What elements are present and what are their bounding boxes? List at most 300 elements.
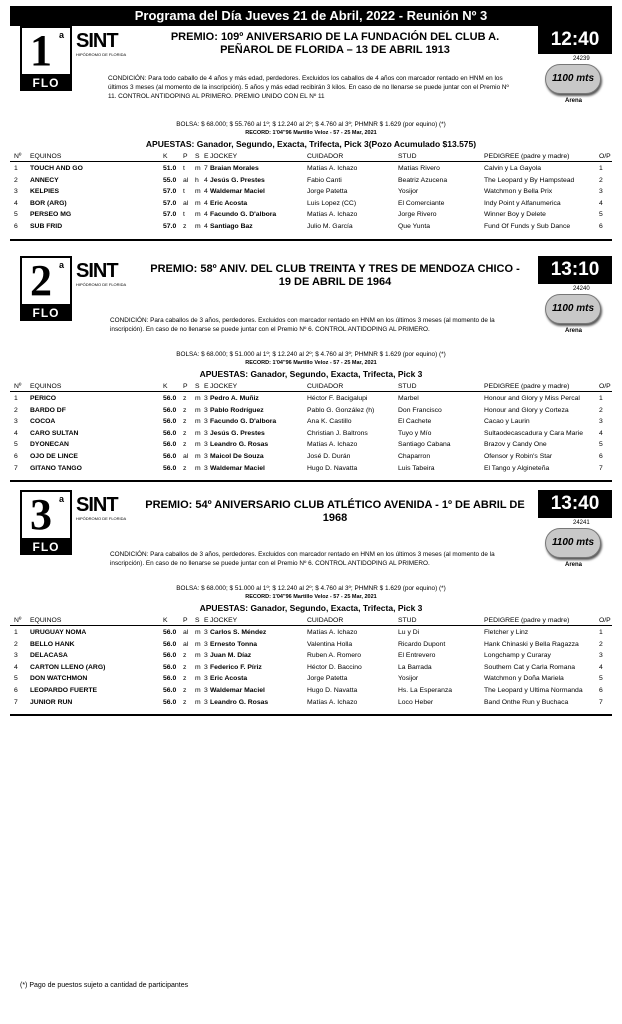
stud-name: Que Yunta (398, 223, 430, 230)
column-header-op: O/P (599, 383, 611, 390)
column-header-stud: STUD (398, 153, 417, 160)
post-time: 13:40 (538, 490, 612, 518)
age: 3 (204, 640, 208, 648)
entry-number: 7 (14, 698, 18, 706)
column-header-s: S (195, 153, 200, 160)
horse-name: LEOPARDO FUERTE (30, 687, 98, 694)
column-header-k: K (163, 617, 168, 624)
sex-code: m (195, 698, 201, 706)
entry-number: 1 (14, 629, 18, 636)
entry-row (10, 664, 612, 675)
entry-number: 1 (14, 165, 18, 172)
race-number: 3 (30, 490, 52, 539)
horse-name: SUB FRID (30, 223, 63, 230)
weight: 56.0 (163, 663, 177, 671)
jockey-name: Carlos S. Méndez (210, 629, 267, 636)
entry-number: 3 (14, 652, 18, 660)
trainer-name: Jorge Patetta (307, 188, 348, 196)
age: 7 (204, 165, 208, 172)
sex-code: m (195, 687, 201, 694)
horse-name: KELPIES (30, 188, 60, 196)
track-surface: Arena (565, 328, 583, 334)
column-header-pedigree: PEDIGREE (padre y madre) (484, 153, 570, 160)
weight: 55.0 (163, 176, 177, 184)
sex-code: m (195, 453, 201, 460)
jockey-name: Facundo G. D'albora (210, 418, 277, 426)
entries-table-header (10, 382, 612, 392)
age: 4 (204, 176, 208, 184)
trainer-name: Hugo D. Navatta (307, 464, 358, 472)
entry-row (10, 200, 612, 211)
entry-row (10, 453, 612, 464)
sex-code: m (195, 464, 201, 472)
race-section (10, 490, 612, 715)
weight: 56.0 (163, 675, 177, 683)
trainer-name: Jorge Patetta (307, 675, 348, 683)
post-position: 3 (599, 188, 603, 196)
horse-name: URUGUAY NOMA (30, 629, 87, 636)
p-code: z (183, 652, 187, 660)
stud-name: Yosijor (398, 675, 419, 683)
entry-row (10, 699, 612, 710)
race-title: PREMIO: 109º ANIVERSARIO DE LA FUNDACIÓN DEL CLUB A. PEÑAROL DE FLORIDA – 13 DE ABRIL 1913 (170, 31, 500, 56)
logo-subtitle: HIPÓDROMO DE FLORIDA (76, 516, 127, 521)
entry-row (10, 177, 612, 188)
trainer-name: Ana K. Castillo (307, 418, 352, 426)
logo-mark: SINT (76, 30, 118, 52)
entry-number: 2 (14, 640, 18, 648)
trainer-name: Matías A. Ichazo (307, 698, 358, 706)
trainer-name: José D. Durán (307, 453, 351, 460)
pedigree: Honour and Glory y Miss Percal (484, 395, 580, 402)
bet-types: APUESTAS: Ganador, Segundo, Exacta, Trifecta, Pick 3 (199, 369, 423, 379)
trainer-name: Héctor D. Baccino (307, 663, 362, 671)
footnote: (*) Pago de puestos sujeto a cantidad de participantes (20, 982, 189, 989)
age: 3 (204, 652, 208, 660)
entry-row (10, 430, 612, 441)
weight: 57.0 (163, 223, 177, 230)
weight: 57.0 (163, 188, 177, 196)
age: 3 (204, 441, 208, 449)
pedigree: Cacao y Laurin (484, 418, 530, 426)
post-time: 13:10 (538, 256, 612, 284)
jockey-name: Waldemar Maciel (210, 464, 265, 472)
age: 4 (204, 188, 208, 196)
pedigree: Watchmon y Bella Prix (484, 188, 553, 196)
column-header-k: K (163, 153, 168, 160)
p-code: al (183, 199, 189, 207)
race-section (10, 26, 612, 251)
weight: 56.0 (163, 453, 177, 460)
p-code: z (183, 464, 187, 472)
sex-code: m (195, 629, 201, 636)
age: 3 (204, 429, 208, 437)
stud-name: Lu y Di (398, 629, 420, 636)
sex-code: m (195, 640, 201, 648)
age: 3 (204, 687, 208, 694)
entry-row (10, 652, 612, 663)
entry-number: 2 (14, 406, 18, 414)
distance-badge: 1100 mts (545, 64, 601, 94)
pedigree: Band Onthe Run y Buchaca (484, 698, 569, 706)
entry-row (10, 465, 612, 476)
page-header: Programa del Día Jueves 21 de Abril, 2022 - Reunión Nº 3 (10, 6, 612, 26)
p-code: t (183, 188, 185, 196)
entry-number: 5 (14, 675, 18, 683)
race-divider (10, 480, 612, 482)
post-position: 2 (599, 640, 603, 648)
stud-name: Beatriz Azucena (398, 176, 448, 184)
trainer-name: Hugo D. Navatta (307, 687, 358, 694)
trainer-name: Luis Lopez (CC) (307, 199, 357, 207)
trainer-name: Valentina Holla (307, 640, 353, 648)
sex-code: m (195, 188, 201, 196)
race-divider (10, 714, 612, 716)
logo-mark: SINT (76, 494, 118, 516)
entry-number: 6 (14, 453, 18, 460)
horse-name: BELLO HANK (30, 640, 75, 648)
weight: 57.0 (163, 211, 177, 219)
entry-row (10, 188, 612, 199)
post-position: 1 (599, 629, 603, 636)
post-position: 3 (599, 652, 603, 660)
post-position: 2 (599, 406, 603, 414)
track-record: RECORD: 1'04"96 Martillo Veloz - 57 - 25 Mar, 2021 (245, 360, 377, 366)
column-header-p: P (183, 383, 188, 390)
p-code: t (183, 165, 185, 172)
race-section (10, 256, 612, 481)
weight: 56.0 (163, 464, 177, 472)
race-divider (10, 239, 612, 241)
pedigree: Brazov y Candy One (484, 441, 547, 449)
trainer-name: Matías A. Ichazo (307, 441, 358, 449)
age: 3 (204, 395, 208, 402)
entry-row (10, 418, 612, 429)
race-conditions: CONDICIÓN: Para caballos de 3 años, perdedores. Excluidos con marcador rentado en HNM en los últimos 3 meses (al momento de la inscripción). En caso de no llenarse se puede juntar con el Premio Nº 6. CONTROL ANTIDOPING AL PRIMERO. (110, 317, 495, 333)
sex-code: m (195, 429, 201, 437)
trainer-name: Matías A. Ichazo (307, 165, 358, 172)
column-header-p: P (183, 153, 188, 160)
jockey-name: Jesús G. Prestes (210, 429, 265, 437)
trainer-name: Matías A. Ichazo (307, 211, 358, 219)
pedigree: El Tango y Algineteña (484, 464, 550, 472)
distance-badge: 1100 mts (545, 528, 601, 558)
track-surface: Arena (565, 98, 583, 104)
p-code: z (183, 429, 187, 437)
column-header-e: E (204, 383, 209, 390)
age: 4 (204, 223, 208, 230)
stud-name: Ricardo Dupont (398, 640, 446, 648)
post-position: 4 (599, 199, 603, 207)
age: 3 (204, 629, 208, 636)
trainer-name: Christian J. Baltrons (307, 429, 368, 437)
sex-code: m (195, 441, 201, 449)
horse-name: PERICO (30, 395, 57, 402)
pedigree: Fletcher y Linz (484, 629, 529, 636)
horse-name: BARDO DF (30, 406, 66, 414)
age: 4 (204, 211, 208, 219)
column-header-op: O/P (599, 617, 611, 624)
entry-number: 4 (14, 429, 18, 437)
stud-name: Luis Tabeira (398, 464, 435, 472)
entry-row (10, 675, 612, 686)
entry-number: 5 (14, 441, 18, 449)
post-position: 2 (599, 176, 603, 184)
race-title: PREMIO: 58º ANIV. DEL CLUB TREINTA Y TRES DE MENDOZA CHICO - 19 DE ABRIL DE 1964 (150, 263, 520, 288)
post-position: 1 (599, 165, 603, 172)
jockey-name: Waldemar Maciel (210, 188, 265, 196)
pedigree: Watchmon y Doña Mariela (484, 675, 564, 683)
race-code: 24239 (573, 56, 590, 62)
horse-name: BOR (ARG) (30, 199, 67, 207)
entry-row (10, 687, 612, 698)
p-code: z (183, 687, 187, 694)
weight: 56.0 (163, 629, 177, 636)
stud-name: Marbel (398, 395, 419, 402)
sex-code: m (195, 406, 201, 414)
horse-name: DON WATCHMON (30, 675, 88, 683)
entry-number: 3 (14, 188, 18, 196)
pedigree: Southern Cat y Carla Romana (484, 663, 576, 671)
age: 3 (204, 418, 208, 426)
sex-code: m (195, 395, 201, 402)
column-header-cuidador: CUIDADOR (307, 153, 344, 160)
age: 3 (204, 453, 208, 460)
track-record: RECORD: 1'04"96 Martillo Veloz - 57 - 25 Mar, 2021 (245, 594, 377, 600)
stud-name: El Cachete (398, 418, 432, 426)
stud-name: La Barrada (398, 663, 432, 671)
jockey-name: Juan M. Díaz (210, 652, 252, 660)
pedigree: Calvin y La Gayola (484, 165, 542, 172)
purse-info: BOLSA: $ 68.000; $ 51.000 al 1º; $ 12.240 al 2º; $ 4.760 al 3º; PHMNR $ 1.629 (por equino) (*) (176, 351, 446, 358)
stud-name: El Entrevero (398, 652, 436, 660)
pedigree: Honour and Glory y Corteza (484, 406, 569, 414)
stud-name: Chaparron (398, 453, 431, 460)
sex-code: m (195, 199, 201, 207)
post-position: 6 (599, 453, 603, 460)
post-time: 12:40 (538, 26, 612, 54)
stud-name: Yosijor (398, 188, 419, 196)
p-code: al (183, 629, 189, 636)
column-header-jockey: JOCKEY (210, 153, 238, 160)
weight: 56.0 (163, 652, 177, 660)
weight: 56.0 (163, 429, 177, 437)
pedigree: The Leopard y Ultima Normanda (484, 687, 583, 694)
post-position: 5 (599, 441, 603, 449)
jockey-name: Maicol De Souza (210, 453, 264, 460)
race-title: PREMIO: 54º ANIVERSARIO CLUB ATLÉTICO AVENIDA - 1º DE ABRIL DE 1968 (145, 499, 525, 524)
jockey-name: Santiago Baz (210, 223, 253, 230)
purse-info: BOLSA: $ 68.000; $ 51.000 al 1º; $ 12.240 al 2º; $ 4.760 al 3º; PHMNR $ 1.629 (por equino) (*) (176, 585, 446, 592)
stud-name: Matías Rivero (398, 165, 440, 172)
age: 3 (204, 698, 208, 706)
p-code: z (183, 395, 187, 402)
logo-subtitle: HIPÓDROMO DE FLORIDA (76, 52, 127, 57)
jockey-name: Jesús G. Prestes (210, 176, 265, 184)
entries-table-header (10, 616, 612, 626)
column-header-equinos: EQUINOS (30, 617, 62, 624)
stud-name: Santiago Cabana (398, 441, 451, 449)
sex-code: m (195, 418, 201, 426)
entry-row (10, 165, 612, 176)
entry-row (10, 441, 612, 452)
column-header-op: O/P (599, 153, 611, 160)
race-number-superscript: a (59, 260, 65, 270)
post-position: 5 (599, 675, 603, 683)
stud-name: El Comerciante (398, 199, 445, 207)
column-header-jockey: JOCKEY (210, 617, 238, 624)
weight: 56.0 (163, 687, 177, 694)
weight: 56.0 (163, 395, 177, 402)
age: 4 (204, 199, 208, 207)
weight: 56.0 (163, 640, 177, 648)
column-header-e: E (204, 153, 209, 160)
p-code: z (183, 675, 187, 683)
horse-name: PERSEO MG (30, 211, 72, 219)
horse-name: ANNECY (30, 176, 59, 184)
p-code: z (183, 698, 187, 706)
column-header-cuidador: CUIDADOR (307, 383, 344, 390)
race-code: 24241 (573, 520, 590, 526)
race-number: 1 (30, 26, 52, 75)
jockey-name: Eric Acosta (210, 199, 248, 207)
column-header-e: E (204, 617, 209, 624)
jockey-name: Ernesto Tonna (210, 640, 258, 648)
race-number-box (20, 26, 72, 76)
entry-number: 2 (14, 176, 18, 184)
logo-subtitle: HIPÓDROMO DE FLORIDA (76, 282, 127, 287)
bet-types: APUESTAS: Ganador, Segundo, Exacta, Trifecta, Pick 3 (199, 603, 423, 613)
entry-row (10, 629, 612, 640)
horse-name: CARTON LLENO (ARG) (30, 663, 106, 671)
column-header-k: K (163, 383, 168, 390)
horse-name: GITANO TANGO (30, 464, 82, 472)
logo-mark: SINT (76, 260, 118, 282)
pedigree: Hank Chinaski y Bella Ragazza (484, 640, 579, 648)
sint-logo (76, 494, 132, 528)
post-position: 5 (599, 211, 603, 219)
stud-name: Jorge Rivero (398, 211, 437, 219)
sint-logo (76, 260, 132, 294)
column-header-equinos: EQUINOS (30, 153, 62, 160)
weight: 57.0 (163, 199, 177, 207)
age: 3 (204, 464, 208, 472)
entry-number: 1 (14, 395, 18, 402)
entry-number: 3 (14, 418, 18, 426)
column-header-num: Nº (14, 153, 22, 160)
column-header-p: P (183, 617, 188, 624)
pedigree: Sultaodecascadura y Cara Marie (484, 429, 583, 437)
column-header-s: S (195, 383, 200, 390)
trainer-name: Héctor F. Bacigalupi (307, 395, 368, 402)
weight: 51.0 (163, 165, 177, 172)
horse-name: CARO SULTAN (30, 429, 79, 437)
age: 3 (204, 663, 208, 671)
post-position: 1 (599, 395, 603, 402)
flo-label: FLO (20, 75, 72, 91)
column-header-stud: STUD (398, 383, 417, 390)
flo-label: FLO (20, 539, 72, 555)
sex-code: m (195, 652, 201, 660)
entry-number: 6 (14, 223, 18, 230)
column-header-cuidador: CUIDADOR (307, 617, 344, 624)
jockey-name: Eric Acosta (210, 675, 248, 683)
post-position: 4 (599, 663, 603, 671)
pedigree: Winner Boy y Delete (484, 211, 546, 219)
sex-code: m (195, 675, 201, 683)
jockey-name: Federico F. Píriz (210, 663, 262, 671)
post-position: 6 (599, 687, 603, 694)
jockey-name: Braian Morales (210, 165, 259, 172)
post-position: 3 (599, 418, 603, 426)
entry-number: 4 (14, 663, 18, 671)
p-code: z (183, 418, 187, 426)
p-code: t (183, 211, 185, 219)
sex-code: m (195, 223, 201, 230)
entry-row (10, 211, 612, 222)
weight: 56.0 (163, 698, 177, 706)
race-number-superscript: a (59, 30, 65, 40)
horse-name: DELACASA (30, 652, 68, 660)
race-number-box (20, 490, 72, 540)
pedigree: The Leopard y By Hampstead (484, 176, 575, 184)
age: 3 (204, 406, 208, 414)
weight: 56.0 (163, 418, 177, 426)
horse-name: COCOA (30, 418, 56, 426)
entry-number: 6 (14, 687, 18, 694)
age: 3 (204, 675, 208, 683)
bet-types: APUESTAS: Ganador, Segundo, Exacta, Trifecta, Pick 3(Pozo Acumulado $13.575) (145, 139, 477, 149)
race-conditions: CONDICIÓN: Para caballos de 3 años, perdedores. Excluidos con marcador rentado en HNM en los últimos 3 meses (al momento de la inscripción). En caso de no llenarse se puede juntar con el Premio Nº 6. CONTROL ANTIDOPING AL PRIMERO. (110, 551, 495, 567)
jockey-name: Leandro G. Rosas (210, 441, 269, 449)
trainer-name: Julio M. García (307, 223, 353, 230)
pedigree: Ofensor y Robin's Star (484, 453, 553, 460)
p-code: z (183, 406, 187, 414)
horse-name: JUNIOR RUN (30, 698, 73, 706)
column-header-jockey: JOCKEY (210, 383, 238, 390)
horse-name: DYONECAN (30, 441, 69, 449)
post-position: 7 (599, 698, 603, 706)
purse-info: BOLSA: $ 68.000; $ 55.760 al 1º; $ 12.240 al 2º; $ 4.760 al 3º; PHMNR $ 1.629 (por equino) (*) (176, 121, 446, 128)
column-header-num: Nº (14, 617, 22, 624)
race-conditions: CONDICIÓN: Para todo caballo de 4 años y más edad, perdedores. Excluidos los caballos de 4 años con marcador rentado en HNM en los últimos 3 meses (al momento de la inscripción). 5 años y más edad recibirán 3 kilos. En caso de no llenarse se puede juntar con el Premio Nº 11. CONTROL ANTIDOPING AL PRIMERO. PREMIO UNIDO CON EL Nº 11 (108, 75, 509, 100)
track-record: RECORD: 1'04"96 Martillo Veloz - 57 - 25 Mar, 2021 (245, 130, 377, 136)
pedigree: Longchamp y Curaray (484, 652, 551, 660)
p-code: al (183, 176, 189, 184)
sex-code: m (195, 211, 201, 219)
sex-code: m (195, 663, 201, 671)
entry-row (10, 407, 612, 418)
p-code: z (183, 663, 187, 671)
stud-name: Loco Heber (398, 698, 434, 706)
horse-name: TOUCH AND GO (30, 165, 83, 172)
entry-row (10, 223, 612, 234)
stud-name: Don Francisco (398, 406, 442, 414)
post-position: 4 (599, 429, 603, 437)
sex-code: m (195, 165, 201, 172)
jockey-name: Pablo Rodríguez (210, 406, 264, 414)
entries-table-header (10, 152, 612, 162)
race-number: 2 (30, 256, 52, 305)
jockey-name: Facundo G. D'albora (210, 211, 277, 219)
post-position: 7 (599, 464, 603, 472)
column-header-pedigree: PEDIGREE (padre y madre) (484, 383, 570, 390)
race-code: 24240 (573, 286, 590, 292)
sex-code: h (195, 176, 199, 184)
race-number-box (20, 256, 72, 306)
pedigree: Fund Of Funds y Sub Dance (484, 223, 571, 230)
flo-label: FLO (20, 305, 72, 321)
